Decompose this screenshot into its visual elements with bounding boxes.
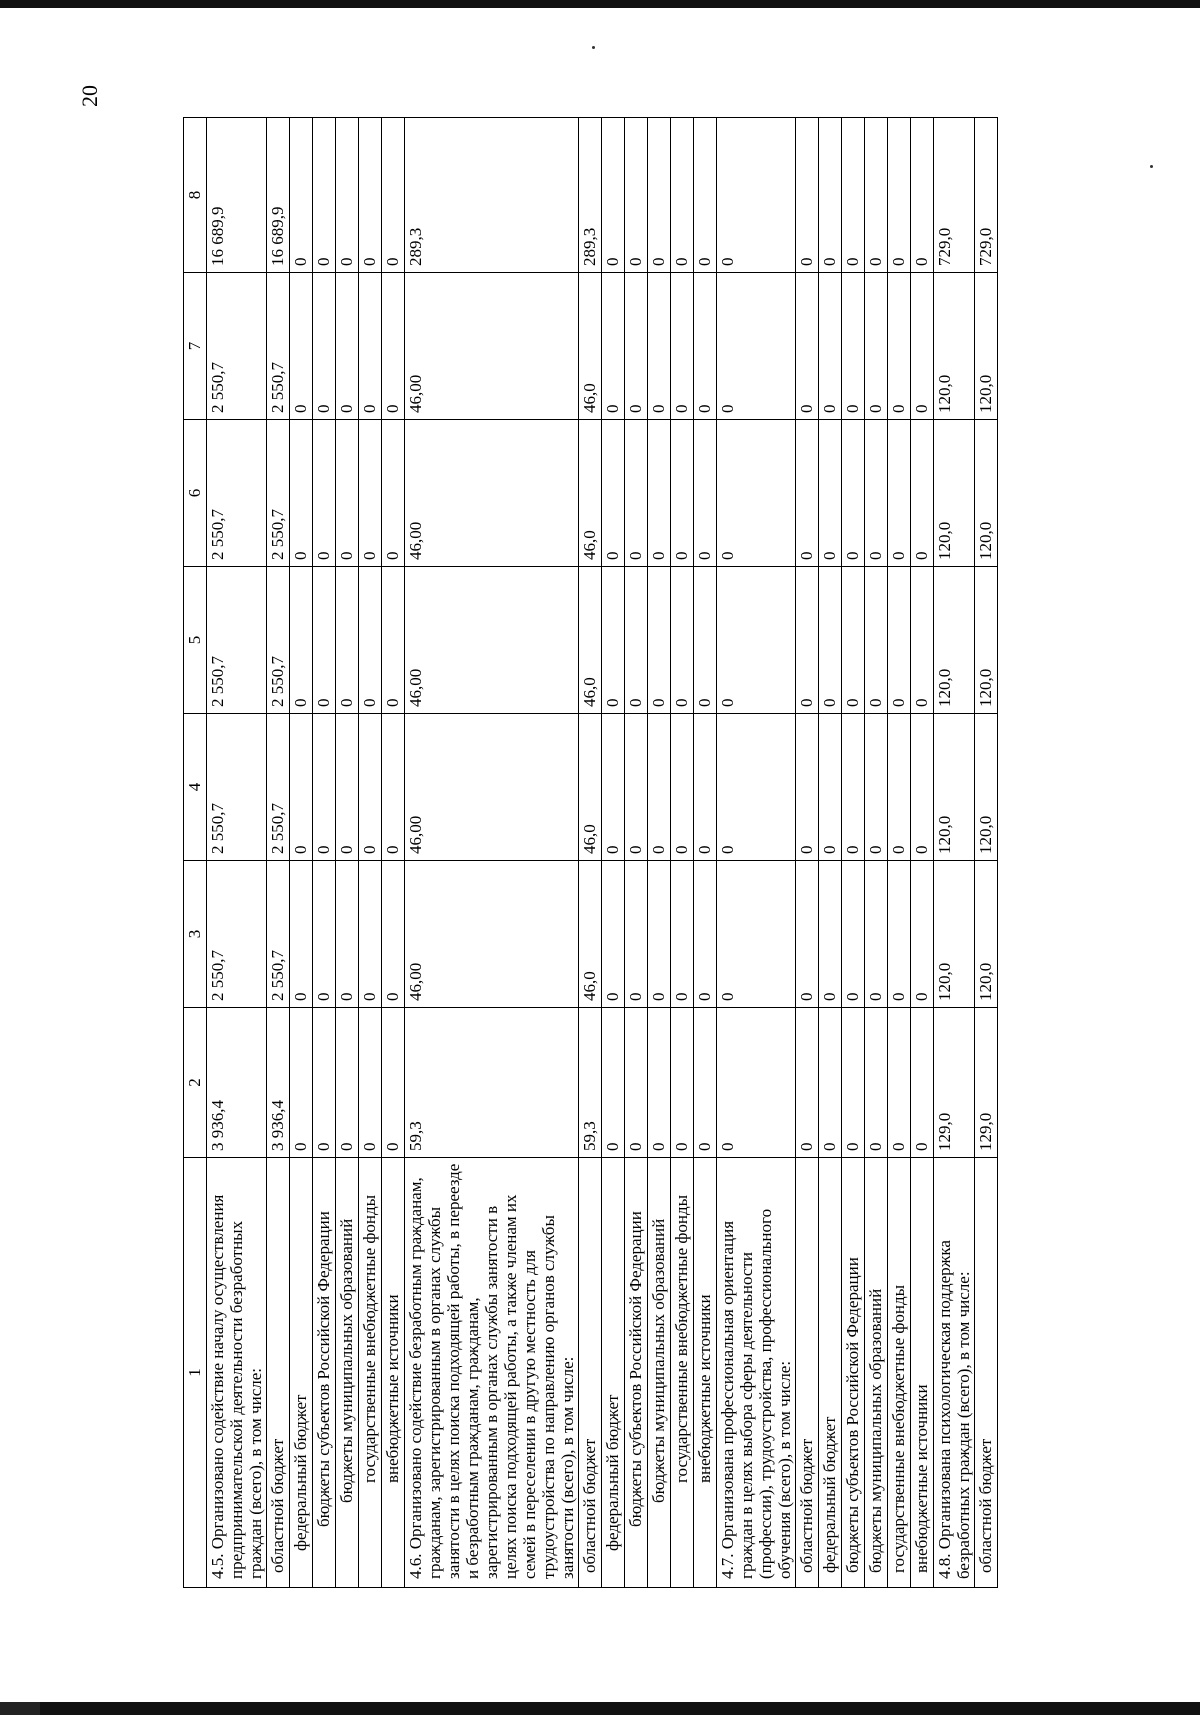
row-label: бюджеты муниципальных образований [336,1158,359,1588]
row-value: 0 [842,273,865,420]
row-value: 0 [671,118,694,273]
row-value: 2 550,7 [267,420,290,567]
row-value: 0 [842,118,865,273]
table-row [313,118,336,1588]
row-value: 0 [648,714,671,861]
row-value: 0 [671,420,694,567]
row-value: 3 936,4 [267,1008,290,1158]
column-header: 6 [184,420,207,567]
row-value: 0 [359,1008,382,1158]
row-value: 0 [648,567,671,714]
table-row [336,118,359,1588]
row-value: 0 [313,1008,336,1158]
row-value: 59,3 [579,1008,602,1158]
section-row [207,118,267,1588]
table-row [579,118,602,1588]
rotated-table-container [183,128,1103,1588]
row-value: 46,0 [579,420,602,567]
row-value: 0 [819,420,842,567]
row-value: 0 [359,273,382,420]
row-value: 0 [648,1008,671,1158]
row-label: государственные внебюджетные фонды [888,1158,911,1588]
row-value: 0 [382,861,405,1008]
row-label: областной бюджет [975,1158,998,1588]
row-value: 0 [336,273,359,420]
row-value: 129,0 [975,1008,998,1158]
section-row [405,118,579,1588]
row-value: 0 [842,714,865,861]
table-row [602,118,625,1588]
row-value: 0 [842,861,865,1008]
row-value: 0 [819,861,842,1008]
row-value: 2 550,7 [267,861,290,1008]
section-value: 46,00 [405,567,579,714]
row-value: 0 [336,420,359,567]
section-value: 2 550,7 [207,273,267,420]
row-value: 0 [796,420,819,567]
table-row [290,118,313,1588]
row-value: 0 [865,1008,888,1158]
row-value: 0 [796,861,819,1008]
row-value: 0 [359,420,382,567]
row-value: 2 550,7 [267,567,290,714]
row-value: 0 [625,714,648,861]
table-row [382,118,405,1588]
row-value: 289,3 [579,118,602,273]
row-value: 120,0 [975,861,998,1008]
row-value: 0 [313,861,336,1008]
row-value: 0 [796,273,819,420]
page-number: 20 [77,85,102,107]
row-label: внебюджетные источники [694,1158,717,1588]
table-row [975,118,998,1588]
row-value: 0 [290,714,313,861]
scan-edge-bottom [0,1702,1200,1715]
row-label: бюджеты субъектов Российской Федерации [313,1158,336,1588]
row-value: 0 [694,861,717,1008]
row-value: 0 [865,567,888,714]
budget-table [183,117,998,1588]
row-value: 120,0 [975,567,998,714]
table-body [184,118,998,1588]
section-value: 2 550,7 [207,567,267,714]
row-value: 0 [359,567,382,714]
table-row [694,118,717,1588]
section-value: 2 550,7 [207,861,267,1008]
row-value: 0 [602,714,625,861]
row-value: 0 [796,1008,819,1158]
row-value: 0 [819,118,842,273]
row-value: 0 [819,714,842,861]
row-value: 0 [625,567,648,714]
row-value: 0 [842,567,865,714]
row-value: 0 [382,1008,405,1158]
row-value: 0 [313,273,336,420]
section-value: 120,0 [934,273,975,420]
scan-speck [592,46,595,49]
row-value: 0 [602,567,625,714]
column-header: 8 [184,118,207,273]
row-value: 0 [865,861,888,1008]
row-label: областной бюджет [579,1158,602,1588]
row-value: 0 [796,714,819,861]
section-value: 3 936,4 [207,1008,267,1158]
row-label: бюджеты муниципальных образований [865,1158,888,1588]
section-value: 16 689,9 [207,118,267,273]
row-value: 0 [382,118,405,273]
row-value: 0 [290,420,313,567]
row-value: 2 550,7 [267,273,290,420]
row-label: федеральный бюджет [819,1158,842,1588]
section-title: 4.6. Организовано содействие безработным гражданам, гражданам, зарегистрированным в органах службы занятости в целях поиска подходящей работы, в переезде и безработным гражданам, гражданам, зарегистрированным в органах службы занятости в целях поиска подходящей работы, а также членам их семей в переселении в другую местность для трудоустройства по направлению органов службы занятости (всего), в том числе: [405,1158,579,1588]
row-value: 0 [602,273,625,420]
row-value: 0 [648,861,671,1008]
row-value: 0 [819,1008,842,1158]
section-value: 729,0 [934,118,975,273]
row-value: 0 [313,567,336,714]
row-value: 0 [382,273,405,420]
section-value: 0 [717,714,796,861]
section-value: 129,0 [934,1008,975,1158]
row-value: 0 [359,861,382,1008]
section-title: 4.5. Организовано содействие началу осуществления предпринимательской деятельности безработных граждан (всего), в том числе: [207,1158,267,1588]
row-value: 0 [911,420,934,567]
row-label: областной бюджет [796,1158,819,1588]
row-value: 0 [359,118,382,273]
row-value: 0 [671,273,694,420]
row-value: 0 [602,420,625,567]
row-value: 0 [290,273,313,420]
row-value: 0 [911,861,934,1008]
table-row [796,118,819,1588]
section-value: 46,00 [405,420,579,567]
row-value: 46,0 [579,273,602,420]
row-value: 0 [865,420,888,567]
row-value: 46,0 [579,567,602,714]
row-label: бюджеты субъектов Российской Федерации [625,1158,648,1588]
row-label: внебюджетные источники [382,1158,405,1588]
table-row [267,118,290,1588]
row-value: 0 [382,567,405,714]
row-value: 0 [290,118,313,273]
row-value: 0 [694,118,717,273]
row-label: бюджеты муниципальных образований [648,1158,671,1588]
section-value: 46,00 [405,861,579,1008]
column-header: 2 [184,1008,207,1158]
row-value: 0 [796,567,819,714]
row-value: 0 [313,118,336,273]
section-value: 59,3 [405,1008,579,1158]
row-value: 0 [313,714,336,861]
table-row [842,118,865,1588]
section-value: 0 [717,420,796,567]
row-value: 0 [336,861,359,1008]
row-value: 0 [602,1008,625,1158]
row-value: 0 [888,861,911,1008]
scan-edge-top [0,0,1200,8]
table-row [648,118,671,1588]
row-label: бюджеты субъектов Российской Федерации [842,1158,865,1588]
row-value: 0 [694,420,717,567]
row-label: федеральный бюджет [290,1158,313,1588]
row-value: 2 550,7 [267,714,290,861]
row-value: 0 [888,420,911,567]
row-value: 0 [694,714,717,861]
row-value: 0 [290,1008,313,1158]
row-label: государственные внебюджетные фонды [671,1158,694,1588]
row-value: 0 [671,1008,694,1158]
row-value: 0 [694,567,717,714]
section-value: 0 [717,861,796,1008]
scan-edge-left [0,1702,40,1715]
row-value: 0 [888,567,911,714]
section-value: 289,3 [405,118,579,273]
section-value: 0 [717,118,796,273]
section-value: 0 [717,273,796,420]
section-value: 0 [717,567,796,714]
column-header: 4 [184,714,207,861]
row-value: 0 [290,567,313,714]
row-value: 0 [336,1008,359,1158]
section-value: 2 550,7 [207,420,267,567]
row-value: 0 [911,273,934,420]
row-value: 0 [865,273,888,420]
row-value: 0 [625,118,648,273]
scan-speck [1150,165,1153,168]
row-value: 0 [865,118,888,273]
row-value: 0 [865,714,888,861]
section-value: 0 [717,1008,796,1158]
row-value: 0 [671,567,694,714]
section-value: 46,00 [405,714,579,861]
row-value: 0 [694,273,717,420]
column-header: 7 [184,273,207,420]
section-value: 120,0 [934,567,975,714]
row-value: 0 [671,714,694,861]
row-value: 0 [911,714,934,861]
table-row [865,118,888,1588]
table-row [671,118,694,1588]
row-value: 0 [671,861,694,1008]
row-value: 46,0 [579,861,602,1008]
row-value: 0 [382,714,405,861]
column-header: 1 [184,1158,207,1588]
row-value: 0 [602,861,625,1008]
table-row [911,118,934,1588]
section-title: 4.8. Организована психологическая поддержка безработных граждан (всего), в том числе: [934,1158,975,1588]
row-value: 0 [625,273,648,420]
section-value: 120,0 [934,420,975,567]
row-value: 0 [888,118,911,273]
row-value: 0 [819,273,842,420]
row-label: областной бюджет [267,1158,290,1588]
row-value: 16 689,9 [267,118,290,273]
row-value: 0 [911,118,934,273]
row-value: 0 [336,567,359,714]
row-label: федеральный бюджет [602,1158,625,1588]
row-value: 0 [888,714,911,861]
table-row [625,118,648,1588]
row-value: 0 [694,1008,717,1158]
row-value: 0 [602,118,625,273]
row-value: 0 [648,420,671,567]
row-value: 0 [888,273,911,420]
section-title: 4.7. Организована профессиональная ориентация граждан в целях выбора сферы деятельности (профессии), трудоустройства, профессионального обучения (всего), в том числе: [717,1158,796,1588]
section-value: 2 550,7 [207,714,267,861]
row-label: внебюджетные источники [911,1158,934,1588]
table-row [359,118,382,1588]
row-label: государственные внебюджетные фонды [359,1158,382,1588]
row-value: 0 [625,420,648,567]
row-value: 0 [648,118,671,273]
header-row [184,118,207,1588]
row-value: 0 [842,420,865,567]
row-value: 729,0 [975,118,998,273]
row-value: 0 [336,118,359,273]
row-value: 0 [911,567,934,714]
row-value: 0 [796,118,819,273]
row-value: 0 [625,1008,648,1158]
row-value: 0 [911,1008,934,1158]
scan-edge-corner [1180,0,1200,8]
row-value: 0 [842,1008,865,1158]
row-value: 0 [819,567,842,714]
row-value: 0 [290,861,313,1008]
column-header: 3 [184,861,207,1008]
row-value: 46,0 [579,714,602,861]
row-value: 0 [313,420,336,567]
row-value: 0 [336,714,359,861]
row-value: 120,0 [975,420,998,567]
section-value: 46,00 [405,273,579,420]
table-row [819,118,842,1588]
row-value: 0 [888,1008,911,1158]
section-value: 120,0 [934,861,975,1008]
row-value: 0 [382,420,405,567]
row-value: 120,0 [975,714,998,861]
row-value: 0 [359,714,382,861]
column-header: 5 [184,567,207,714]
row-value: 0 [648,273,671,420]
table-row [888,118,911,1588]
section-row [934,118,975,1588]
section-row [717,118,796,1588]
row-value: 0 [625,861,648,1008]
row-value: 120,0 [975,273,998,420]
section-value: 120,0 [934,714,975,861]
